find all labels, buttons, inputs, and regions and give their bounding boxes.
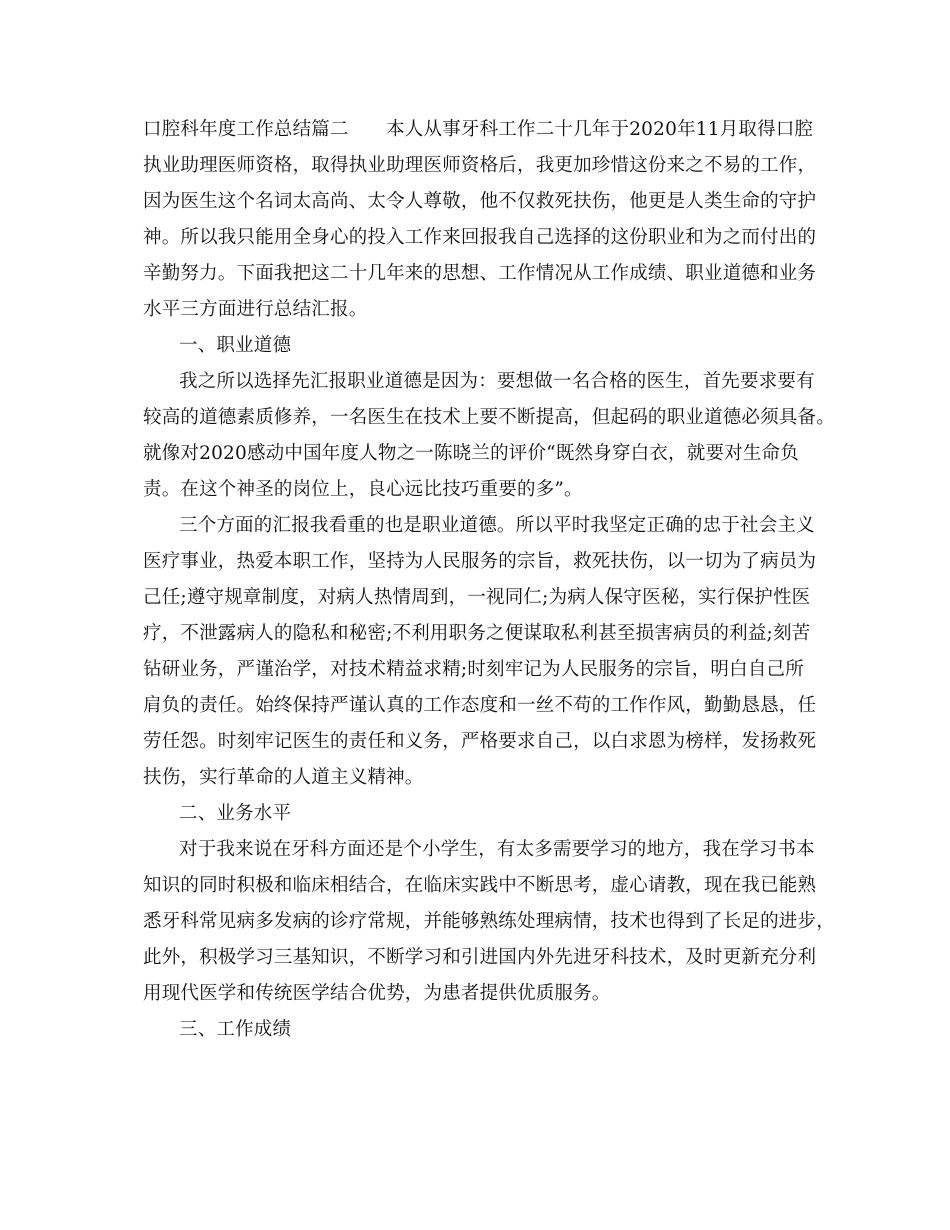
text-line: 知识的同时积极和临床相结合，在临床实践中不断思考，虚心请教，现在我已能熟: [143, 875, 817, 896]
text-line: 肩负的责任。始终保持严谨认真的工作态度和一丝不苟的工作作风，勤勤恳恳，任: [143, 695, 817, 716]
text-line: 悉牙科常见病多发病的诊疗常规，并能够熟练处理病情，技术也得到了长足的进步，: [143, 911, 835, 932]
text-line: 钻研业务，严谨治学，对技术精益求精;时刻牢记为人民服务的宗旨，明白自己所: [143, 659, 804, 680]
text-line: 水平三方面进行总结汇报。: [143, 299, 368, 320]
section-heading: 一、职业道德: [179, 335, 292, 356]
text-line: 用现代医学和传统医学结合优势，为患者提供优质服务。: [143, 983, 611, 1004]
text-line: 我之所以选择先汇报职业道德是因为：要想做一名合格的医生，首先要求要有: [179, 371, 815, 392]
text-line: 对于我来说在牙科方面还是个小学生，有太多需要学习的地方，我在学习书本: [179, 839, 815, 860]
text-line: 此外，积极学习三基知识，不断学习和引进国内外先进牙科技术，及时更新充分利: [143, 947, 817, 968]
text-line: 疗，不泄露病人的隐私和秘密;不利用职务之便谋取私利甚至损害病员的利益;刻苦: [143, 623, 811, 644]
text-line: 就像对2020感动中国年度人物之一陈晓兰的评价“既然身穿白衣，就要对生命负: [143, 443, 799, 464]
text-line: 劳任怨。时刻牢记医生的责任和义务，严格要求自己，以白求恩为榜样，发扬救死: [143, 731, 817, 752]
text-line: 扶伤，实行革命的人道主义精神。: [143, 767, 424, 788]
text-line: 己任;遵守规章制度，对病人热情周到，一视同仁;为病人保守医秘，实行保护性医: [143, 587, 811, 608]
text-line: 神。所以我只能用全身心的投入工作来回报我自己选择的这份职业和为之而付出的: [143, 227, 817, 248]
text-line: 较高的道德素质修养，一名医生在技术上要不断提高，但起码的职业道德必须具备。: [143, 407, 835, 428]
text-line: 口腔科年度工作总结篇二 本人从事牙科工作二十几年于2020年11月取得口腔: [143, 119, 814, 140]
text-line: 执业助理医师资格，取得执业助理医师资格后，我更加珍惜这份来之不易的工作，: [143, 155, 817, 176]
section-heading: 二、业务水平: [179, 803, 292, 824]
text-line: 三个方面的汇报我看重的也是职业道德。所以平时我坚定正确的忠于社会主义: [179, 515, 815, 536]
text-line: 责。在这个神圣的岗位上，良心远比技巧重要的多”。: [143, 479, 583, 500]
text-line: 医疗事业，热爱本职工作，坚持为人民服务的宗旨，救死扶伤，以一切为了病员为: [143, 551, 817, 572]
section-heading: 三、工作成绩: [179, 1019, 292, 1040]
text-line: 辛勤努力。下面我把这二十几年来的思想、工作情况从工作成绩、职业道德和业务: [143, 263, 817, 284]
text-line: 因为医生这个名词太高尚、太令人尊敬，他不仅救死扶伤，他更是人类生命的守护: [143, 191, 817, 212]
